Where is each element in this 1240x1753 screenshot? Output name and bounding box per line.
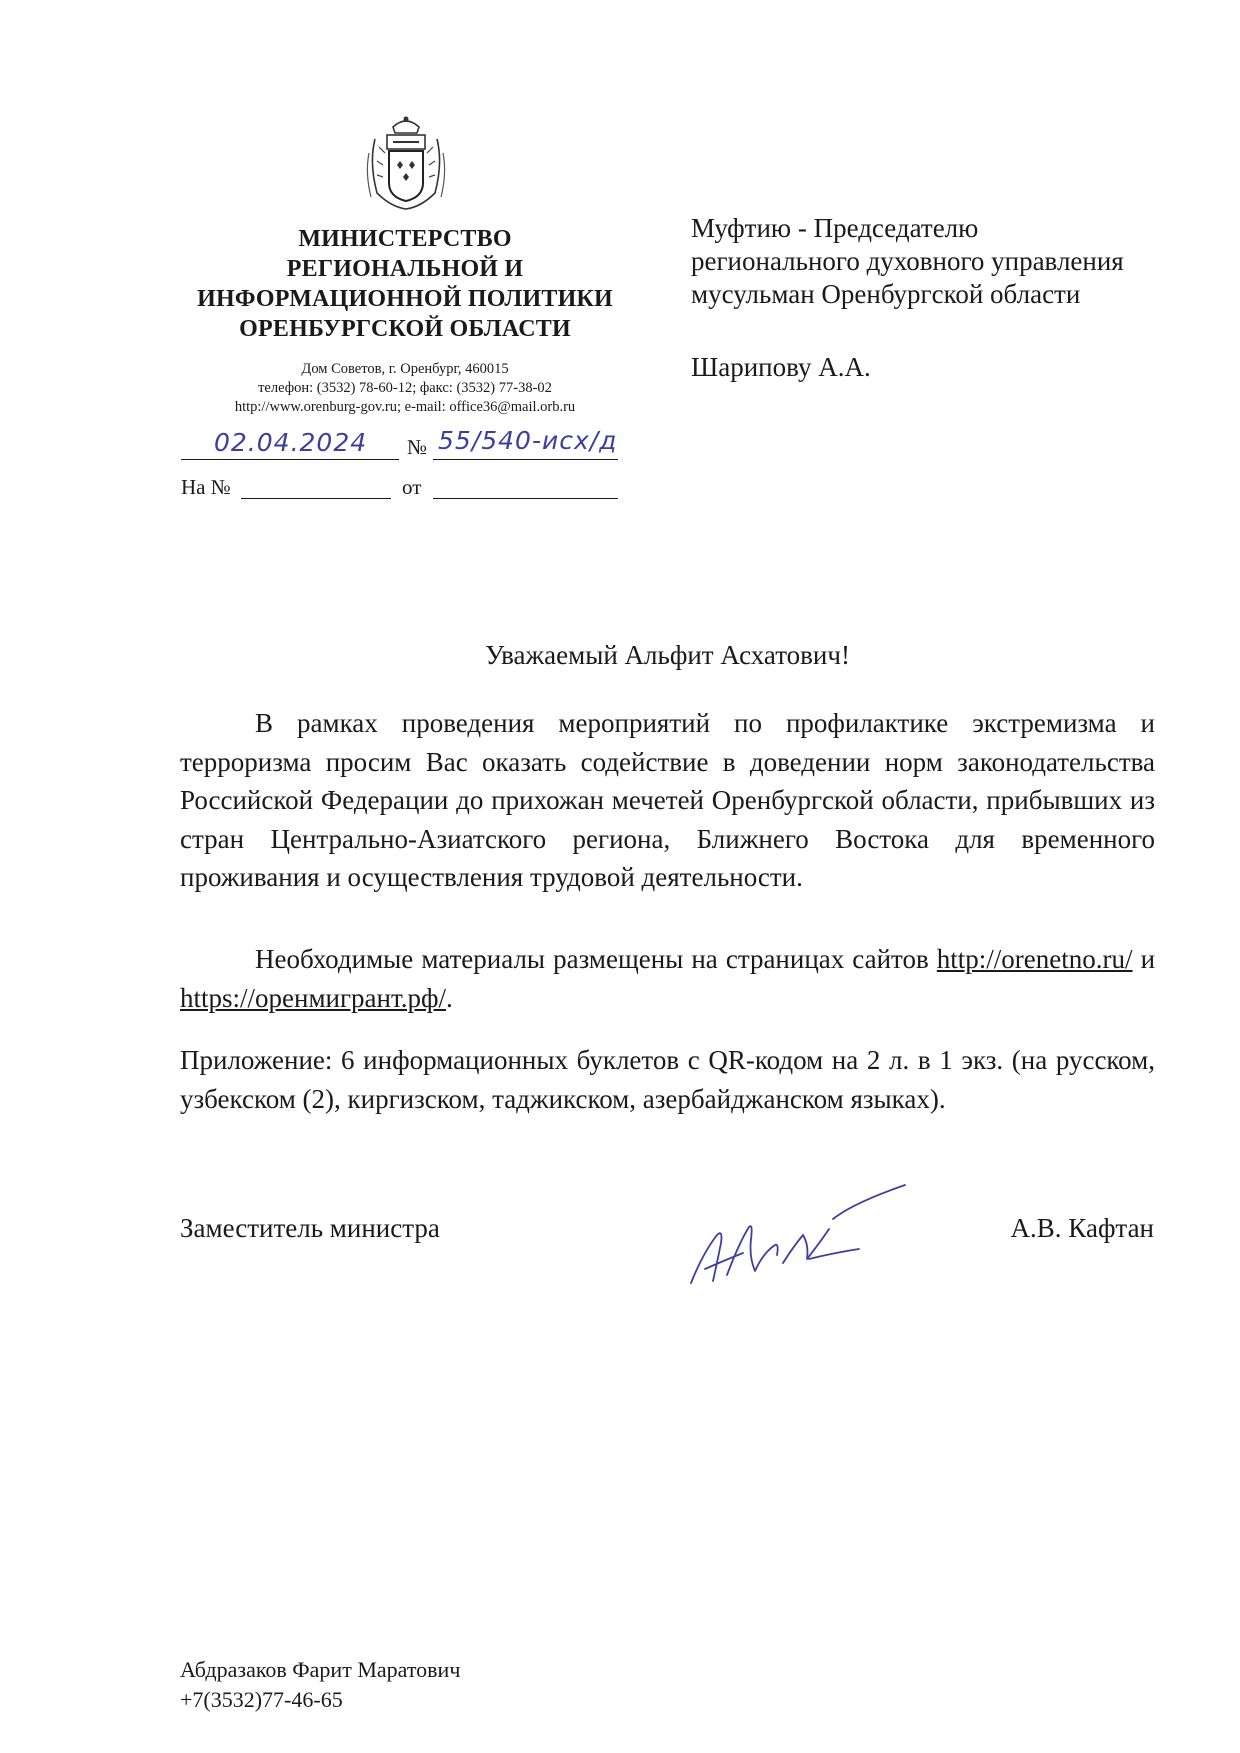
address-line: телефон: (3532) 78-60-12; факс: (3532) 77-38-02 [258,380,552,396]
ministry-line: РЕГИОНАЛЬНОЙ И [286,256,524,282]
addressee-line: регионального духовного управления [691,246,1124,276]
attachment-note: Приложение: 6 информационных буклетов с QR-кодом на 2 л. в 1 экз. (на русском, узбекском (2), киргизском, таджикском, азербайджанском языках). [180,1045,1155,1114]
date-field-line [181,459,399,460]
ministry-line: ИНФОРМАЦИОННОЙ ПОЛИТИКИ [197,286,613,312]
ministry-line: МИНИСТЕРСТВО [298,226,512,252]
executor-block [180,1655,460,1715]
coat-of-arms-icon [363,113,449,213]
signatory-role: Заместитель министра [180,1213,440,1243]
reply-to-number-line [241,498,391,499]
addressee-name: Шарипову А.А. [691,352,871,382]
registration-number: 55/540-исх/д [438,426,618,455]
address-line: Дом Советов, г. Оренбург, 460015 [301,361,509,377]
executor-phone: +7(3532)77-46-65 [180,1687,343,1712]
ministry-title [170,224,640,344]
links-paragraph-end: . [446,982,453,1013]
orenmigrant-link[interactable]: https://оренмигрант.рф/ [180,982,447,1013]
orenetno-link[interactable]: http://orenetno.ru/ [936,944,1133,974]
executor-name: Абдразаков Фарит Маратович [180,1657,461,1682]
number-field-line [433,459,618,460]
registration-date: 02.04.2024 [214,428,368,457]
body-paragraph: В рамках проведения мероприятий по профилактике экстремизма и терроризма просим Вас оказать содействие в доведении норм законодательства Российской Федерации до прихожан мечетей Оренбургской области, прибывших из стран Центрально-Азиатского региона, Ближнего Востока для временного проживания и осуществления трудовой деятельности. [180,708,1155,893]
number-label: № [407,435,428,459]
links-paragraph [180,940,1155,1017]
addressee-line: мусульман Оренбургской области [691,279,1081,309]
reply-to-label: На № [181,475,231,499]
addressee-line: Муфтию - Председателю [691,213,979,243]
ministry-line: ОРЕНБУРГСКОЙ ОБЛАСТИ [239,316,571,342]
links-conjunction: и [1140,944,1156,974]
from-label: от [402,475,422,499]
salutation: Уважаемый Альфит Асхатович! [485,640,850,670]
ministry-address [170,360,640,417]
signatory-name: А.В. Кафтан [1010,1213,1154,1243]
addressee-block [691,212,1201,311]
reply-to-date-line [433,498,618,499]
address-line: http://www.orenburg-gov.ru; e-mail: office36@mail.orb.ru [234,399,576,415]
handwritten-signature [683,1183,913,1293]
links-paragraph-text: Необходимые материалы размещены на страницах сайтов [255,944,929,974]
